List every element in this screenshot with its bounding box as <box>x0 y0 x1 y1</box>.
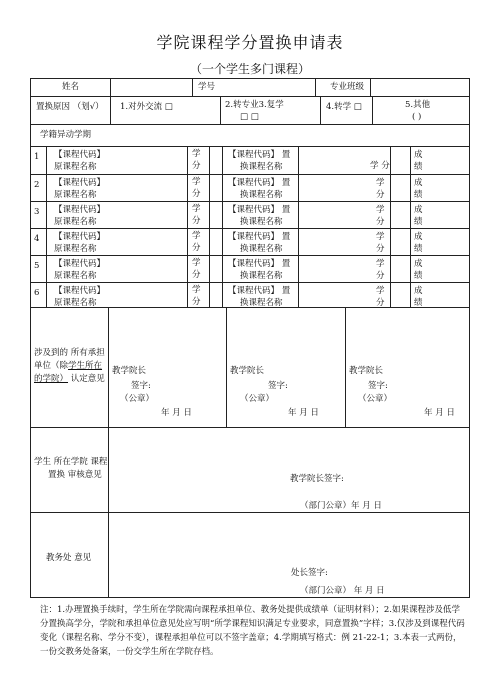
course-new-name[interactable]: 换课程名称 <box>240 162 283 172</box>
course-original-code[interactable]: 【课程代码】 <box>54 259 106 269</box>
course-new-name[interactable]: 换课程名称 <box>240 190 283 200</box>
course-new-name[interactable]: 换课程名称 <box>240 217 283 227</box>
course-row-no: 1 <box>34 152 40 162</box>
course-original-credit-a: 学 <box>192 177 201 187</box>
home-college-seal-date: （部门公章）年 月 日 <box>300 501 382 511</box>
course-original-name[interactable]: 原课程名称 <box>54 244 97 254</box>
unit3-dean: 教学院长 <box>349 366 384 376</box>
course-new-code[interactable]: 【课程代码】 置 <box>228 150 291 160</box>
reason-option-2[interactable]: 2.转专业3.复学 <box>225 100 284 110</box>
course-new-credit-b: 分 <box>376 271 385 281</box>
course-row-no: 4 <box>34 234 40 244</box>
course-new-credit-a: 学 <box>376 259 385 269</box>
academic-office-label: 教务处 意见 <box>46 553 92 563</box>
student-id-label: 学号 <box>198 82 216 92</box>
course-original-code[interactable]: 【课程代码】 <box>54 286 106 296</box>
course-original-credit-a: 学 <box>192 149 201 159</box>
reason-option-5[interactable]: 5.其他 <box>405 100 431 110</box>
course-new-name[interactable]: 换课程名称 <box>240 244 283 254</box>
course-new-code[interactable]: 【课程代码】 置 <box>228 205 291 215</box>
course-new-credit: 学 分 <box>370 161 390 171</box>
course-new-credit-b: 分 <box>376 217 385 227</box>
unit1-sign: 签字: <box>131 381 151 391</box>
involved-label-line3: 的学院） 认定意见 <box>34 374 105 384</box>
home-college-label-line1: 学生 所在学院 课程 <box>34 457 108 467</box>
reason-label: 置换原因 （划√） <box>36 102 104 112</box>
course-grade-b: 绩 <box>414 271 423 281</box>
form-title: 学院课程学分置换申请表 <box>156 33 344 52</box>
course-new-credit-a: 学 <box>376 232 385 242</box>
involved-label-line2: 单位（除学生所在 <box>34 361 103 371</box>
course-original-credit-b: 分 <box>192 270 201 280</box>
course-original-code[interactable]: 【课程代码】 <box>54 232 106 242</box>
course-original-credit-a: 学 <box>192 258 201 268</box>
course-grade-b: 绩 <box>414 190 423 200</box>
home-college-label-line2: 置换 审核意见 <box>48 470 102 480</box>
course-original-credit-a: 学 <box>192 204 201 214</box>
course-original-credit-a: 学 <box>192 285 201 295</box>
course-row-no: 6 <box>34 288 40 298</box>
course-row-no: 3 <box>34 207 40 217</box>
course-grade-b: 绩 <box>414 244 423 254</box>
course-grade-a: 成 <box>414 232 423 242</box>
reason-option-1[interactable]: 1.对外交流 □ <box>120 102 173 112</box>
course-new-code[interactable]: 【课程代码】 置 <box>228 232 291 242</box>
course-original-name[interactable]: 原课程名称 <box>54 298 97 308</box>
unit1-seal: （公章） <box>120 394 155 404</box>
course-grade-a: 成 <box>414 286 423 296</box>
unit2-dean: 教学院长 <box>230 366 265 376</box>
course-original-code[interactable]: 【课程代码】 <box>54 205 106 215</box>
course-original-name[interactable]: 原课程名称 <box>54 217 97 227</box>
reason-option-2-boxes[interactable]: □ □ <box>240 112 259 122</box>
unit2-sign: 签字: <box>268 381 288 391</box>
course-grade-a: 成 <box>414 259 423 269</box>
involved-label-line1: 涉及到的 所有承担 <box>34 348 105 358</box>
unit1-dean: 教学院长 <box>112 366 147 376</box>
course-original-credit-b: 分 <box>192 216 201 226</box>
course-new-code[interactable]: 【课程代码】 置 <box>228 259 291 269</box>
course-original-credit-b: 分 <box>192 189 201 199</box>
academic-office-sign: 处长签字: <box>291 568 328 578</box>
course-new-credit-a: 学 <box>376 205 385 215</box>
unit3-date: 年 月 日 <box>424 408 455 418</box>
form-notes: 注：1.办理置换手续时，学生所在学院需向课程承担单位、教务处提供成绩单（证明材料）；2.如果课程涉及低学分置换高学分，学院和承担单位意见处应写明“所学课程知识满足专业要求，同意置换”字样；3.仅涉及到课程代码变化（课程名称、学分不变），课程承担单位可以不签字盖章；4.学期填写格式：例 21-22-1；3.本表一式两份，一份交教务处备案，一份交学生所在学院存档。 <box>40 605 465 657</box>
course-grade-a: 成 <box>414 150 423 160</box>
course-original-credit-b: 分 <box>192 161 201 171</box>
course-original-credit-b: 分 <box>192 297 201 307</box>
course-grade-a: 成 <box>414 178 423 188</box>
course-original-name[interactable]: 原课程名称 <box>54 190 97 200</box>
course-grade-b: 绩 <box>414 298 423 308</box>
name-label: 姓名 <box>62 82 80 92</box>
course-original-code[interactable]: 【课程代码】 <box>54 178 106 188</box>
course-new-credit-b: 分 <box>376 244 385 254</box>
course-original-credit-a: 学 <box>192 231 201 241</box>
course-row-no: 5 <box>34 261 40 271</box>
unit1-date: 年 月 日 <box>161 408 192 418</box>
reason-option-4[interactable]: 4.转学 □ <box>326 102 362 112</box>
status-change-label: 学籍异动学期 <box>40 130 92 140</box>
course-new-credit-a: 学 <box>376 178 385 188</box>
course-new-name[interactable]: 换课程名称 <box>240 298 283 308</box>
unit2-date: 年 月 日 <box>288 408 319 418</box>
course-row-no: 2 <box>34 180 40 190</box>
form-subtitle: （一个学生多门课程） <box>189 62 310 76</box>
course-new-code[interactable]: 【课程代码】 置 <box>228 178 291 188</box>
course-new-name[interactable]: 换课程名称 <box>240 271 283 281</box>
course-original-name[interactable]: 原课程名称 <box>54 162 97 172</box>
course-new-credit-a: 学 <box>376 286 385 296</box>
course-new-credit-b: 分 <box>376 190 385 200</box>
unit2-seal: （公章） <box>240 394 275 404</box>
course-new-code[interactable]: 【课程代码】 置 <box>228 286 291 296</box>
home-college-sign: 教学院长签字: <box>290 474 344 484</box>
course-grade-a: 成 <box>414 205 423 215</box>
course-original-credit-b: 分 <box>192 243 201 253</box>
unit3-seal: （公章） <box>358 394 393 404</box>
course-new-credit-b: 分 <box>376 298 385 308</box>
course-grade-b: 绩 <box>414 217 423 227</box>
course-original-name[interactable]: 原课程名称 <box>54 271 97 281</box>
major-class-label: 专业班级 <box>330 82 365 92</box>
academic-office-seal-date: （部门公章） 年 月 日 <box>300 586 385 596</box>
unit3-sign: 签字: <box>368 381 388 391</box>
reason-option-5-blank: ( ) <box>412 112 422 122</box>
course-original-code[interactable]: 【课程代码】 <box>54 150 106 160</box>
course-grade-b: 绩 <box>414 162 423 172</box>
